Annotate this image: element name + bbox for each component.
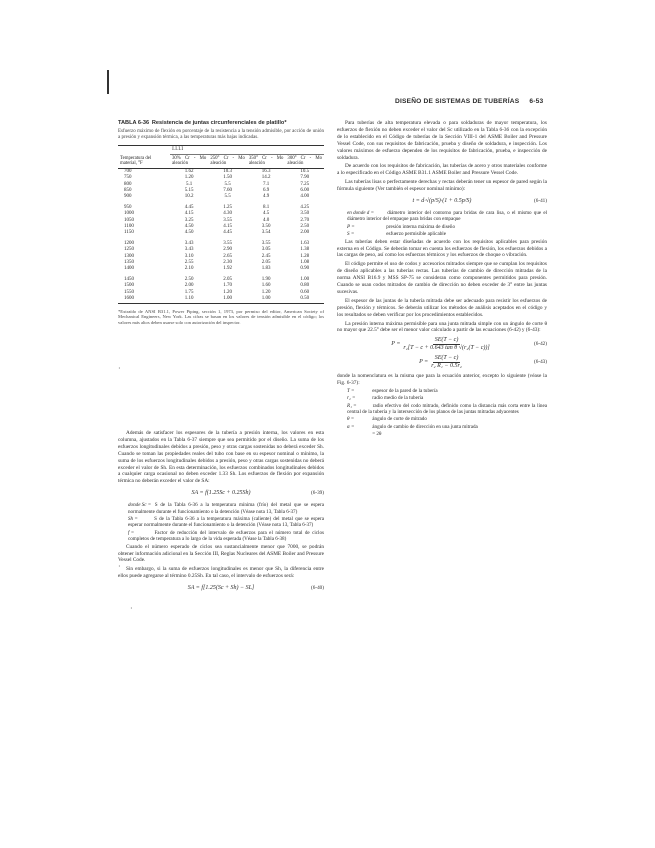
where-text: = 2θ — [372, 431, 382, 438]
where-symbol: Sh = — [128, 515, 138, 522]
table-cell-value: 1.25 — [223, 204, 232, 210]
table-cell-value: 1.00 — [223, 296, 232, 302]
table-cell-temperature: 850 — [124, 188, 132, 193]
table-row — [118, 237, 324, 247]
table-cell-value: 7.60 — [223, 188, 232, 193]
table-cell-value: 4.45 — [184, 204, 194, 210]
where-list — [337, 210, 547, 238]
table-cell-value: 3.43 — [184, 240, 194, 246]
equation-6-41 — [337, 198, 547, 205]
table-header-col: 250° Cr - Mo aleación — [210, 155, 245, 167]
paragraph: El espesor de las juntas de la tubería mitrada debe ser adecuado para resistir los esfuerzos de presión, flexión y térmicos. Se deberán utilizar los métodos de análisis aceptados en el código y los resultados se deben verificar por los procedimientos establecidos. — [337, 297, 547, 318]
table-row — [118, 168, 324, 175]
where-item — [347, 395, 547, 401]
table-cell-value: 1.20 — [184, 175, 194, 181]
table-cell-temperature: 900 — [124, 194, 132, 200]
table-cell-value: 4.30 — [223, 211, 232, 217]
table-cell-value: 2.30 — [223, 260, 232, 266]
table-header-temperature: Temperatura del material, °F — [120, 155, 152, 167]
table-cell-value: 4.50 — [184, 224, 194, 230]
equation-number: (6-41) — [534, 198, 547, 205]
table-row — [118, 296, 324, 303]
table-cell-value: 10.3 — [223, 168, 232, 174]
table-cell-value: 3.54 — [261, 230, 271, 236]
where-text: esfuerzo permisible aplicable — [386, 231, 446, 238]
table-cell-value: 1.28 — [300, 253, 310, 259]
where-symbol: R₁ = — [347, 402, 357, 409]
table-cell-value: 4.50 — [184, 230, 194, 236]
where-item — [347, 403, 547, 416]
where-item — [128, 516, 324, 529]
paragraph: Además de satisfacer los espesores de la tubería a presión interna, los valores en esta columna, ajustados en la Tabla 6-37 siempre que sea permitido por el diseño. La suma de los esfuerzos longitudinales debidos a presión, peso y otras cargas sostenidas no deberá exceder Sh. Cuando se toman las propiedades reales del tubo con base en su espesor nominal o mínimo, la suma de los esfuerzos longitudinales debidos a presión, peso y otras cargas sostenidas no deberá exceder el valor de Sh. En esta determinación, los esfuerzos combinados longitudinales debidos a cualquier carga ocasional no deben exceder 1.33 Sh. Los esfuerzos de flexión por expansión térmica no deberán exceder el valor de SA: — [118, 430, 324, 485]
table-cell-value: 1.10 — [184, 296, 194, 302]
where-symbol: f = — [128, 529, 135, 536]
equation-numerator: SE(T − c) — [434, 355, 459, 362]
table-cell-temperature: 1100 — [124, 224, 134, 230]
table-cell-value: 16.3 — [261, 168, 271, 174]
where-item — [347, 416, 547, 422]
table-cell-temperature: 1500 — [124, 283, 134, 289]
margin-rule — [107, 70, 109, 94]
equation-fraction — [431, 355, 462, 370]
table-body — [118, 168, 324, 303]
where-symbol: en donde d = — [347, 209, 375, 216]
table-footnote: *Extraído de ANSI B31.1, Power Piping, sección 1, 1973, por permiso del editor, American Society of Mechanical Engineers, New York. Las cifras se basan en los valores de tensión admisible en el código; los valores más altos deben usarse solo con autorización del inspector. — [118, 308, 324, 325]
table-cell-value: 3.55 — [261, 240, 271, 246]
table-cell-value: 0.90 — [300, 266, 310, 272]
paragraph: Las tuberías deben estar diseñadas de acuerdo con los requisitos aplicables para presión externa en el Código. Se deberán tomar en cuenta los esfuerzos de flexión, los esfuerzos debidos a las cargas de peso, así como los esfuerzos térmicos y los esfuerzos de choque o vibración. — [337, 238, 547, 259]
table-cell-temperature: 1200 — [124, 240, 134, 246]
table-cell-value: 1.08 — [300, 260, 310, 266]
paragraph: donde la nomenclatura es la misma que para la ecuación anterior, excepto lo siguiente (véase la Fig. 6-37): — [337, 373, 547, 386]
table-header-group: Ⅰ.Ⅰ.Ⅰ.Ⅰ — [170, 146, 324, 155]
where-item — [347, 210, 547, 223]
table-cell-value: 3.55 — [223, 217, 232, 223]
table-cell-value: 2.00 — [300, 230, 310, 236]
where-text: ángulo de cambio de dirección en una junta mitrada — [372, 423, 478, 430]
table-cell-value: 1.75 — [184, 289, 194, 295]
table-cell-value: 1.50 — [223, 175, 232, 181]
equation-body: SA = f[1.25(Sc + Sh) − SL] — [187, 585, 255, 592]
paragraph: Sin embargo, si la suma de esfuerzos longitudinales es menor que Sh, la diferencia entre ellos puede agregarse al término 0.25Sh. En tal caso, el intervalo de esfuerzos será: — [118, 566, 324, 580]
equation-lhs: P = — [391, 341, 401, 348]
right-column — [337, 120, 547, 439]
equation-denominator: r₂ R₁ − 0.5r₂ — [431, 363, 462, 370]
equation-denominator: r₂[T − c + 0.643 tan θ √(r₂(T − c))] — [403, 345, 490, 352]
left-body — [118, 430, 324, 597]
where-symbol: P = — [347, 223, 355, 230]
paragraph: La presión interna máxima permisible para una junta mitrada simple con un ángulo de corte θ no mayor que 22.5° debe ser el menor valor calculado a partir de las ecuaciones (6-42) y (6-43): — [337, 320, 547, 334]
where-text: S de la Tabla 6-36 a la temperatura mínima (frío) del metal que se espera normalmente durante el funcionamiento o la detención (Véase nota 13, Tabla 6-37) — [128, 502, 324, 515]
table-cell-value: 3.50 — [300, 211, 310, 217]
table-cell-value: 4.5 — [263, 211, 270, 217]
paragraph: El código permite el uso de codos y accesorios mitrados siempre que se cumplan los requisitos de diseño aplicables a las tuberías rectas. Las tuberías de cambio de dirección mitradas de la norma ANSI B16.9 y MSS SP-75 se consideran como componentes permitidos para presión. Cuando se usan codos mitrados de cambio de dirección no deben exceder de 3° entre las juntas sucesivas. — [337, 261, 547, 295]
running-head — [395, 98, 583, 105]
equation-number: (6-40) — [311, 585, 324, 592]
table-cell-value: 1.20 — [261, 289, 271, 295]
table-cell-temperature: 700 — [124, 168, 132, 174]
table-cell-value: 1.83 — [261, 266, 271, 272]
table-cell-value: 7.90 — [300, 175, 310, 181]
margin-mark: · — [118, 364, 121, 373]
equation-6-43 — [337, 355, 547, 370]
table-cell-temperature: 750 — [124, 175, 132, 181]
table-header-col: 350° Cr - Mo aleación — [248, 155, 284, 167]
table-row — [118, 201, 324, 211]
table-cell-value: 1.60 — [261, 283, 271, 289]
table-cell-value: 1.00 — [300, 276, 310, 282]
table-cell-value: 3.55 — [223, 240, 232, 246]
table-cell-value: 6.9 — [263, 188, 270, 193]
table-cell-temperature: 1250 — [124, 247, 134, 253]
table-cell-value: 2.50 — [300, 224, 310, 230]
table-cell-value: 4.15 — [223, 224, 232, 230]
margin-mark: · — [118, 562, 121, 571]
running-head-title: DISEÑO DE SISTEMAS DE TUBERÍAS — [395, 98, 520, 105]
table-cell-value: 1.92 — [223, 266, 232, 272]
where-list — [337, 388, 547, 438]
table-cell-temperature: 1600 — [124, 296, 134, 302]
table-cell-value: 0.60 — [300, 289, 310, 295]
table-cell-value: 7.25 — [300, 181, 310, 187]
equation-lhs: P = — [419, 359, 429, 366]
table-cell-temperature: 1300 — [124, 253, 134, 259]
where-item — [128, 530, 324, 543]
paragraph: Las tuberías lisas o perfectamente derechas y rectas deberán tener un espesor de pared según la fórmula siguiente (Ver también el espesor nominal mínimo): — [337, 179, 547, 193]
paragraph: Cuando el número esperado de ciclos sea sustancialmente menor que 7000, se podrán obtener información adicional en la Sección III, Reglas Nucleares del ASME Boiler and Pressure Vessel Code. — [118, 543, 324, 564]
table-cell-value: 3.43 — [184, 247, 194, 253]
table-cell-value: 2.05 — [261, 260, 271, 266]
paragraph: Para tuberías de alta temperatura elevada o para soldaduras de mayor temperatura, los esfuerzos de flexión no deben exceder el valor del Sc utilizado en la Tabla 6-36 con la excepción de lo establecido en el Código de tuberías de la Sección VIII-1 del ASME Boiler and Pressure Vessel Code, con sus requisitos de fabricación, prueba y diseño de soldadura, e inspección. Los valores máximos de esfuerzo dependen de los requisitos de fabricación, prueba, e inspección de soldadura. — [337, 120, 547, 161]
table-cell-value: 6.00 — [300, 188, 310, 193]
table-title: Resistencia de juntas circunferenciales de platillo* — [151, 120, 287, 126]
table-cell-temperature: 1150 — [124, 230, 134, 236]
table-cell-value: 4.0 — [263, 217, 270, 223]
table-cell-value: 4.9 — [263, 194, 270, 200]
table-cell-temperature: 1000 — [124, 211, 134, 217]
where-symbol: donde Sc = — [128, 502, 152, 509]
equation-body: t = d·√(p/S)·(1 + 0.5p/S) — [412, 198, 472, 205]
where-text: espesor de la pared de la tubería — [372, 387, 438, 394]
table-cell-value: 5.15 — [184, 188, 194, 193]
table-cell-value: 2.55 — [184, 260, 194, 266]
table-cell-value: 1.38 — [300, 247, 310, 253]
table-cell-value: 2.00 — [184, 283, 194, 289]
table-cell-temperature: 950 — [124, 204, 132, 210]
table-cell-value: 10.2 — [184, 194, 194, 200]
table-cell-value: 4.00 — [300, 194, 310, 200]
where-item — [347, 424, 547, 430]
where-symbol: θ = — [347, 416, 355, 423]
where-item — [347, 388, 547, 394]
table-cell-value: 5.1 — [186, 181, 193, 187]
equation-number: (6-39) — [311, 490, 324, 497]
table-cell-temperature: 1550 — [124, 289, 134, 295]
where-list — [118, 502, 324, 542]
table-cell-value: 3.05 — [261, 247, 271, 253]
equation-body: SA = f(1.25Sc + 0.25Sh) — [191, 490, 251, 497]
equation-number: (6-42) — [534, 341, 547, 348]
page-number: 6-53 — [529, 98, 544, 105]
table-cell-value: 2.10 — [184, 266, 194, 272]
table-header-col: 300° Cr - Mo aleación — [287, 155, 322, 167]
where-item — [128, 502, 324, 515]
left-column — [118, 120, 324, 325]
table-cell-value: 4.15 — [184, 211, 194, 217]
table-cell-value: 2.90 — [223, 247, 232, 253]
table-cell-value: 3.10 — [184, 253, 194, 259]
table-cell-value: 2.65 — [223, 253, 232, 259]
equation-6-39 — [118, 490, 324, 497]
equation-numerator: SE(T − c) — [434, 337, 459, 344]
equation-6-42 — [337, 337, 547, 352]
where-text: diámetro interior del contorno para bridas de cara lisa, o el mismo que el diámetro interior del empaque para bridas con empaque — [347, 209, 547, 223]
where-text: radio efectivo del codo mitrado, definido como la distancia más corta entre la línea central de la tubería y la intersección de los planos de las juntas mitradas adyacentes — [347, 402, 547, 416]
table-caption — [118, 120, 324, 127]
table-cell-temperature: 800 — [124, 181, 132, 187]
where-symbol: S = — [347, 231, 355, 238]
where-item — [347, 431, 547, 437]
table-subtitle: Esfuerzo máximo de flexión en porcentaje de la resistencia a la tensión admisible, por acción de unión a presión y expansión térmica, a las temperaturas más bajas indicadas. — [118, 128, 324, 140]
table-cell-value: 3.25 — [184, 217, 194, 223]
table-cell-value: 1.70 — [223, 283, 232, 289]
table-cell-value: 0.50 — [300, 296, 310, 302]
table-cell-value: 2.50 — [184, 276, 194, 282]
table-cell-value: 10.5 — [300, 168, 310, 174]
table-cell-value: 5.5 — [224, 181, 231, 187]
table-cell-value: 8.1 — [263, 204, 270, 210]
stress-table — [118, 145, 324, 304]
table-header-col: 30% Cr - Mo aleación — [172, 155, 207, 167]
where-text: Factor de reducción del intervalo de esfuerzos para el número total de ciclos completos de temperatura a lo largo de la vida esperada (Véase la Tabla 6-38) — [128, 529, 324, 543]
where-text: presión interna máxima de diseño — [386, 223, 456, 230]
table-cell-value: 3.50 — [261, 224, 271, 230]
table-cell-value: 14.2 — [261, 175, 271, 181]
where-symbol: T = — [347, 387, 355, 394]
where-symbol: α = — [347, 423, 355, 430]
table-cell-value: 4.25 — [300, 204, 310, 210]
paragraph: De acuerdo con los requisitos de fabricación, las tuberías de acero y otros materiales conforme a lo especificado en el Código ASME B31.1 ASME Boiler and Pressure Vessel Code. — [337, 163, 547, 177]
table-cell-value: 1.63 — [300, 240, 310, 246]
margin-mark: · — [130, 604, 133, 613]
table-cell-value: 1.00 — [261, 296, 271, 302]
where-item — [347, 231, 547, 237]
table-cell-value: 5.5 — [224, 194, 231, 200]
where-symbol: r₂ = — [347, 395, 356, 402]
table-row — [118, 273, 324, 283]
equation-6-40 — [118, 585, 324, 592]
table-cell-value: 1.90 — [261, 276, 271, 282]
table-cell-temperature: 1450 — [124, 276, 134, 282]
table-cell-value: 1.62 — [184, 168, 194, 174]
table-cell-value: 1.20 — [223, 289, 232, 295]
where-text: ángulo de corte de mitrado — [372, 416, 427, 423]
where-item — [347, 224, 547, 230]
table-cell-value: 0.80 — [300, 283, 310, 289]
where-text: S de la Tabla 6-36 a la temperatura máxima (caliente) del metal que se espera esperar normalmente durante el funcionamiento o la detención (Véase nota 13, Tabla 6-37) — [128, 515, 325, 529]
where-text: radio medio de la tubería — [372, 395, 424, 402]
table-label: TABLA 6-36 — [118, 120, 150, 126]
table-cell-value: 2.45 — [261, 253, 271, 259]
equation-number: (6-43) — [534, 359, 547, 366]
table-cell-temperature: 1400 — [124, 266, 134, 272]
table-cell-value: 2.05 — [223, 276, 232, 282]
table-cell-value: 2.70 — [300, 217, 310, 223]
table-cell-value: 7.1 — [263, 181, 270, 187]
table-cell-temperature: 1050 — [124, 217, 134, 223]
equation-fraction — [403, 337, 489, 352]
table-cell-temperature: 1350 — [124, 260, 134, 266]
table-cell-value: 4.45 — [223, 230, 232, 236]
